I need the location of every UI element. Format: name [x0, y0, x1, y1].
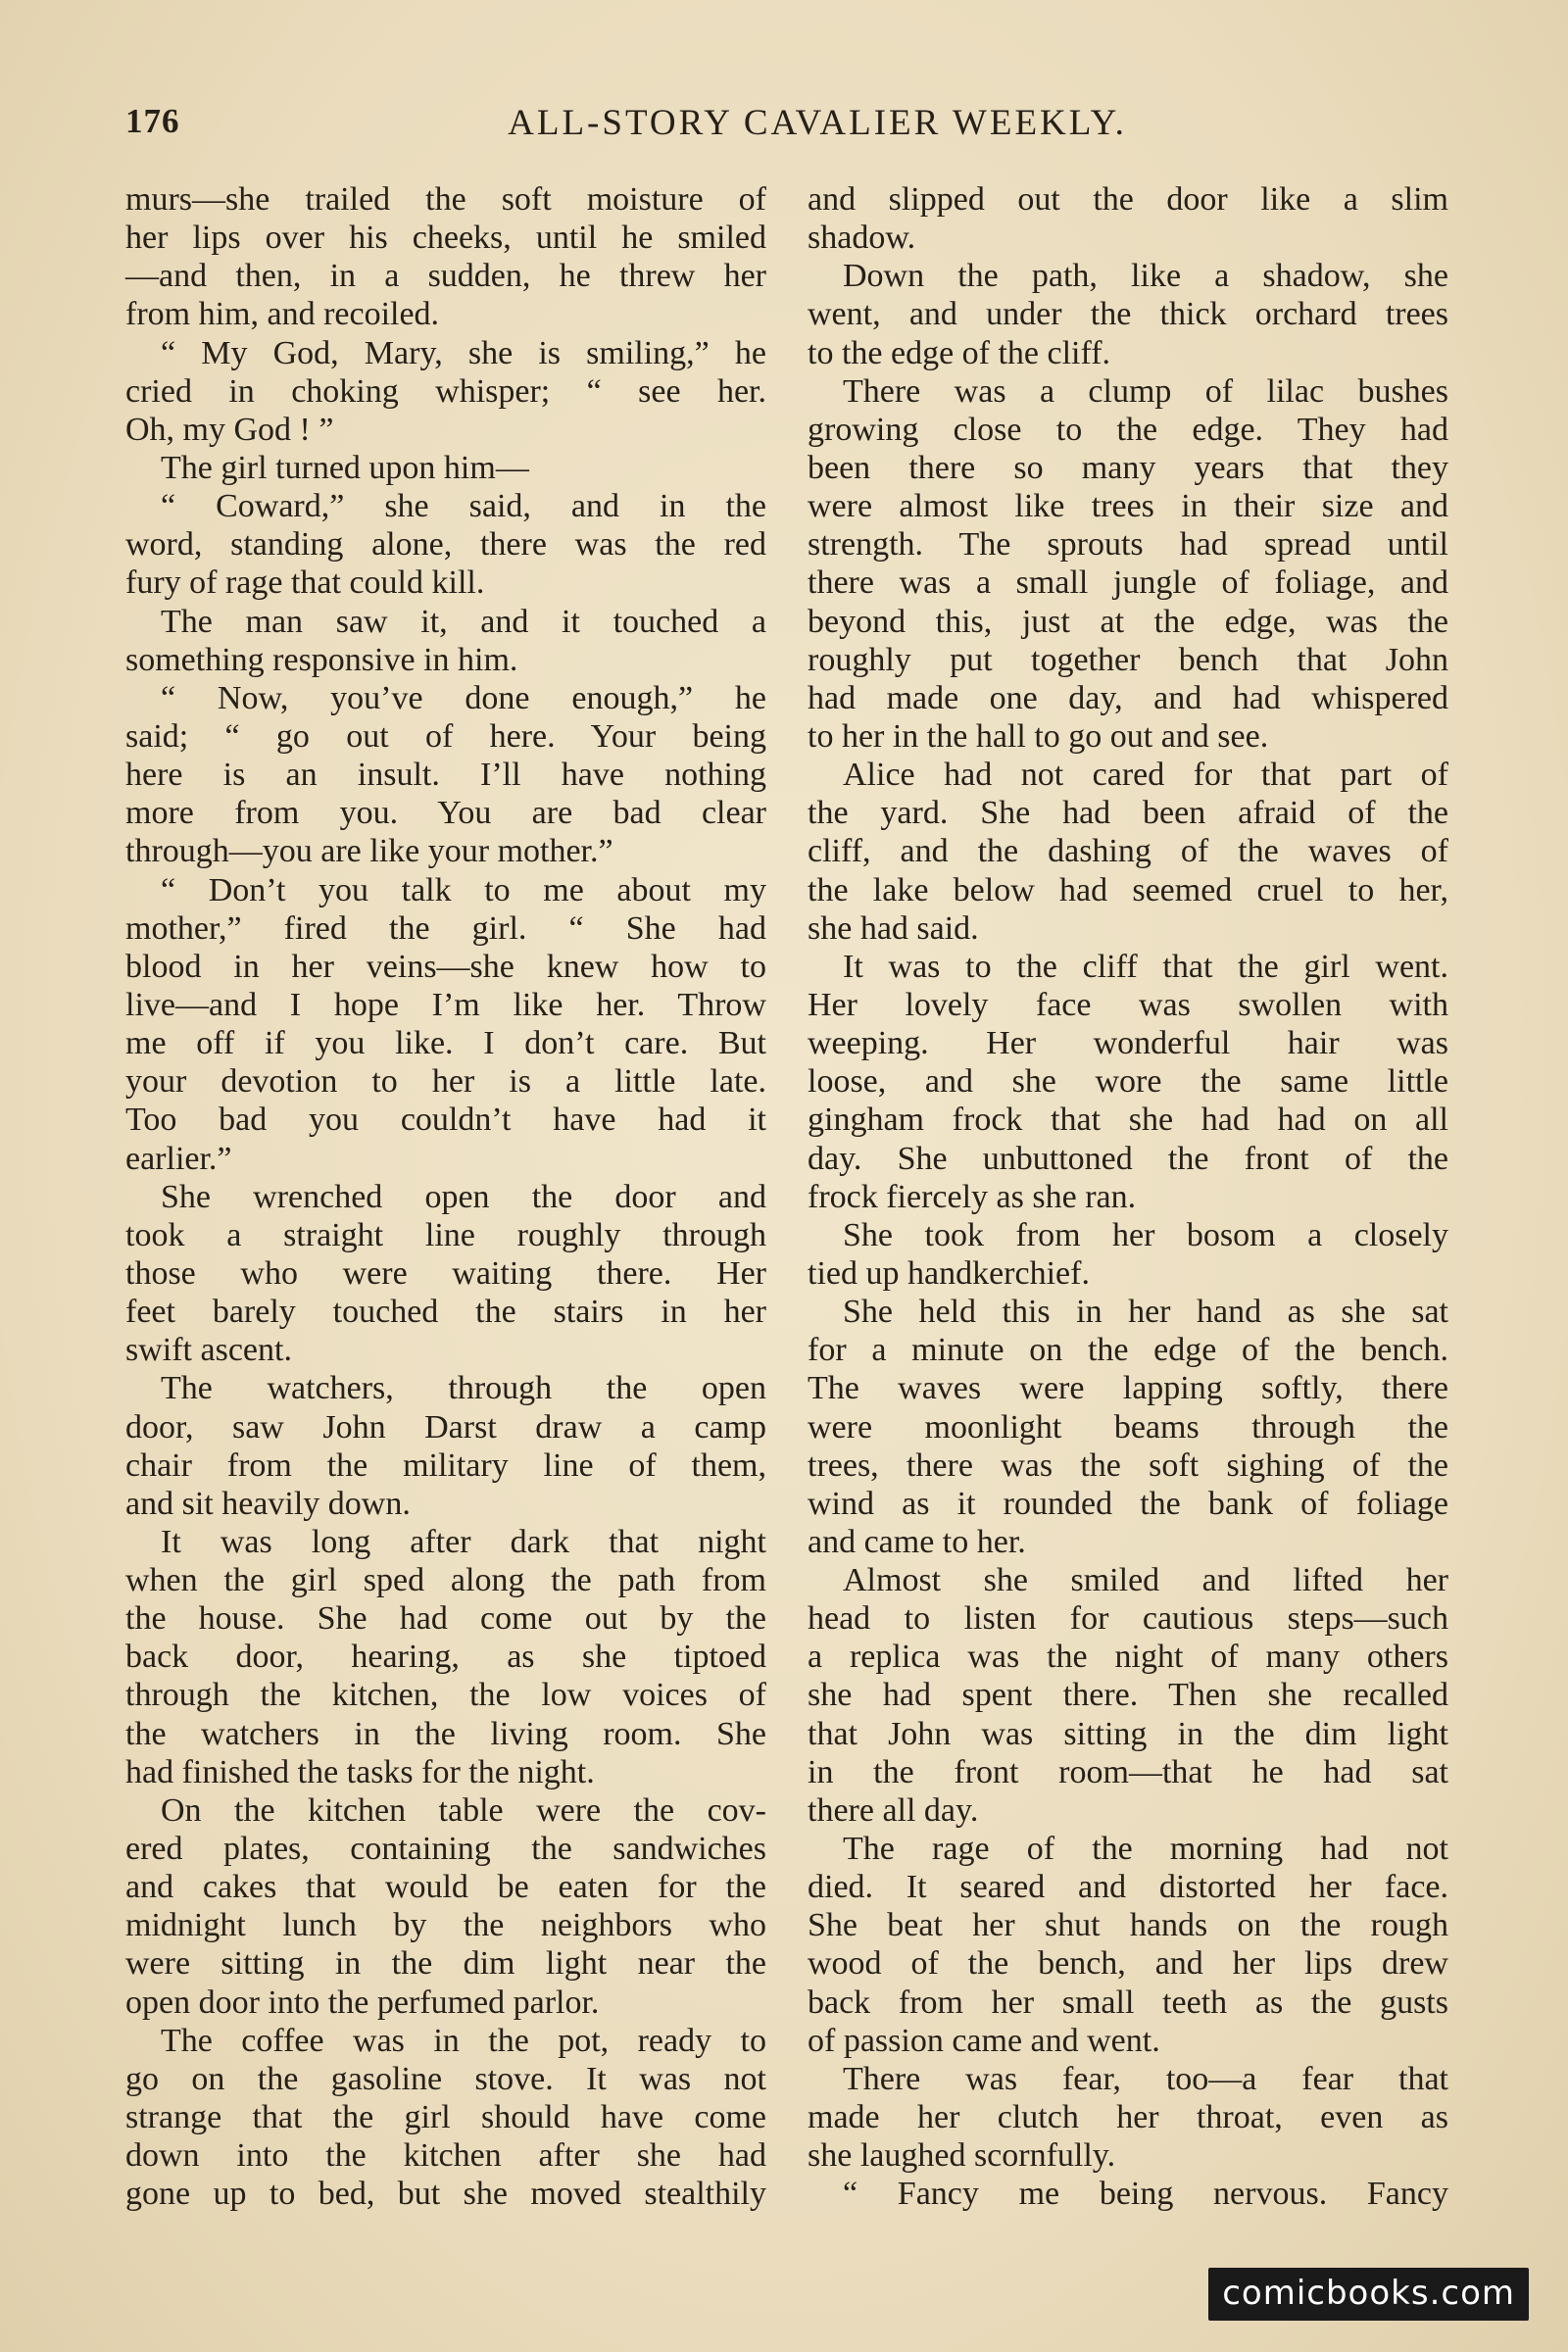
text-line: Down the path, like a shadow, she — [843, 258, 1448, 295]
text-line: the watchers in the living room. She — [125, 1715, 766, 1752]
text-line: live—and I hope I’m like her. Throw — [125, 986, 766, 1023]
text-line: and slipped out the door like a slim — [808, 181, 1448, 218]
text-line: The waves were lapping softly, there — [808, 1370, 1448, 1407]
text-line: through the kitchen, the low voices of — [125, 1677, 766, 1714]
text-line: when the girl sped along the path from — [125, 1562, 766, 1599]
text-line: Oh, my God ! ” — [125, 411, 334, 448]
text-line: It was to the cliff that the girl went. — [843, 948, 1448, 985]
text-line: were sitting in the dim light near the — [125, 1945, 766, 1983]
text-line: me off if you like. I don’t care. But — [125, 1025, 766, 1062]
text-line: strange that the girl should have come — [125, 2099, 766, 2136]
text-line: blood in her veins—she knew how to — [125, 948, 766, 985]
text-line: took a straight line roughly through — [125, 1216, 766, 1253]
text-line: went, and under the thick orchard trees — [808, 296, 1448, 333]
text-line: to her in the hall to go out and see. — [808, 717, 1269, 755]
text-line: the lake below had seemed cruel to her, — [808, 871, 1448, 908]
text-line: day. She unbuttoned the front of the — [808, 1140, 1448, 1177]
text-line: back from her small teeth as the gusts — [808, 1984, 1448, 2021]
text-line: She beat her shut hands on the rough — [808, 1907, 1448, 1944]
text-line: “ My God, Mary, she is smiling,” he — [161, 334, 766, 371]
text-line: head to listen for cautious steps—such — [808, 1600, 1448, 1638]
text-line: and cakes that would be eaten for the — [125, 1869, 766, 1906]
text-line: “ Fancy me being nervous. Fancy — [843, 2176, 1448, 2213]
text-line: beyond this, just at the edge, was the — [808, 603, 1448, 640]
text-column-left — [125, 180, 766, 2213]
text-line: had made one day, and had whispered — [808, 679, 1448, 716]
text-line: said; “ go out of here. Your being — [125, 717, 766, 755]
text-line: to the edge of the cliff. — [808, 334, 1111, 371]
text-line: had finished the tasks for the night. — [125, 1753, 595, 1790]
text-line: Her lovely face was swollen with — [808, 986, 1448, 1023]
text-line: It was long after dark that night — [161, 1523, 766, 1560]
text-line: Too bad you couldn’t have had it — [125, 1102, 766, 1139]
text-line: her lips over his cheeks, until he smiled — [125, 220, 766, 257]
text-line: were moonlight beams through the — [808, 1408, 1448, 1446]
text-line: there was a small jungle of foliage, and — [808, 564, 1448, 602]
text-line: “ Now, you’ve done enough,” he — [161, 679, 766, 716]
text-line: open door into the perfumed parlor. — [125, 1984, 600, 2021]
text-line: the house. She had come out by the — [125, 1600, 766, 1638]
text-line: those who were waiting there. Her — [125, 1254, 766, 1292]
text-line: —and then, in a sudden, he threw her — [125, 258, 766, 295]
text-line: There was fear, too—a fear that — [843, 2060, 1448, 2097]
text-line: down into the kitchen after she had — [125, 2137, 766, 2175]
text-line: There was a clump of lilac bushes — [843, 372, 1448, 410]
text-line: murs—she trailed the soft moisture of — [125, 181, 766, 218]
text-line: ered plates, containing the sandwiches — [125, 1831, 766, 1868]
text-line: gone up to bed, but she moved stealthily — [125, 2176, 766, 2213]
text-line: The rage of the morning had not — [843, 1831, 1448, 1868]
text-line: she had spent there. Then she recalled — [808, 1677, 1448, 1714]
text-line: and sit heavily down. — [125, 1485, 411, 1522]
text-line: the yard. She had been afraid of the — [808, 795, 1448, 832]
text-line: swift ascent. — [125, 1332, 292, 1369]
text-line: “ Coward,” she said, and in the — [161, 488, 766, 525]
text-line: from him, and recoiled. — [125, 296, 440, 333]
text-line: that John was sitting in the dim light — [808, 1715, 1448, 1752]
text-line: “ Don’t you talk to me about my — [161, 871, 766, 908]
text-line: Almost she smiled and lifted her — [843, 1562, 1448, 1599]
text-line: On the kitchen table were the cov- — [161, 1791, 766, 1829]
text-line: midnight lunch by the neighbors who — [125, 1907, 766, 1944]
text-line: a replica was the night of many others — [808, 1639, 1448, 1676]
text-line: go on the gasoline stove. It was not — [125, 2060, 766, 2097]
text-line: fury of rage that could kill. — [125, 564, 485, 602]
text-line: more from you. You are bad clear — [125, 795, 766, 832]
text-line: frock fiercely as she ran. — [808, 1178, 1137, 1215]
text-line: strength. The sprouts had spread until — [808, 526, 1448, 564]
text-line: through—you are like your mother.” — [125, 833, 613, 870]
text-line: trees, there was the soft sighing of the — [808, 1446, 1448, 1484]
text-line: she had said. — [808, 909, 979, 947]
text-line: loose, and she wore the same little — [808, 1063, 1448, 1101]
text-line: growing close to the edge. They had — [808, 411, 1448, 448]
text-line: She wrenched open the door and — [161, 1178, 766, 1215]
text-line: wind as it rounded the bank of foliage — [808, 1485, 1448, 1522]
text-line: she laughed scornfully. — [808, 2137, 1116, 2175]
text-line: cried in choking whisper; “ see her. — [125, 372, 766, 410]
text-line: word, standing alone, there was the red — [125, 526, 766, 564]
text-line: made her clutch her throat, even as — [808, 2099, 1448, 2136]
text-line: chair from the military line of them, — [125, 1446, 766, 1484]
text-line: Alice had not cared for that part of — [843, 757, 1448, 794]
text-line: were almost like trees in their size and — [808, 488, 1448, 525]
running-title: ALL-STORY CAVALIER WEEKLY. — [508, 103, 1127, 143]
text-line: tied up handkerchief. — [808, 1254, 1090, 1292]
text-line: The man saw it, and it touched a — [161, 603, 766, 640]
text-line: She held this in her hand as she sat — [843, 1294, 1448, 1331]
text-line: and came to her. — [808, 1523, 1026, 1560]
text-line: She took from her bosom a closely — [843, 1216, 1448, 1253]
text-line: died. It seared and distorted her face. — [808, 1869, 1448, 1906]
text-line: The watchers, through the open — [161, 1370, 766, 1407]
text-line: wood of the bench, and her lips drew — [808, 1945, 1448, 1983]
text-line: mother,” fired the girl. “ She had — [125, 909, 766, 947]
text-line: gingham frock that she had had on all — [808, 1102, 1448, 1139]
text-line: there all day. — [808, 1791, 979, 1829]
text-line: earlier.” — [125, 1140, 232, 1177]
text-line: roughly put together bench that John — [808, 641, 1448, 678]
text-line: your devotion to her is a little late. — [125, 1063, 766, 1101]
text-column-right — [808, 180, 1448, 2213]
text-line: for a minute on the edge of the bench. — [808, 1332, 1448, 1369]
page-number: 176 — [125, 102, 180, 140]
text-line: back door, hearing, as she tiptoed — [125, 1639, 766, 1676]
text-line: cliff, and the dashing of the waves of — [808, 833, 1448, 870]
text-line: door, saw John Darst draw a camp — [125, 1408, 766, 1446]
text-line: something responsive in him. — [125, 641, 518, 678]
text-line: The coffee was in the pot, ready to — [161, 2022, 766, 2059]
text-line: of passion came and went. — [808, 2022, 1160, 2059]
text-line: The girl turned upon him— — [161, 449, 529, 486]
text-line: weeping. Her wonderful hair was — [808, 1025, 1448, 1062]
text-line: here is an insult. I’ll have nothing — [125, 757, 766, 794]
watermark-logo: comicbooks.com — [1208, 2268, 1529, 2321]
page-header — [125, 102, 1450, 161]
text-line: been there so many years that they — [808, 449, 1448, 486]
text-line: feet barely touched the stairs in her — [125, 1294, 766, 1331]
text-line: in the front room—that he had sat — [808, 1753, 1448, 1790]
text-line: shadow. — [808, 220, 916, 257]
